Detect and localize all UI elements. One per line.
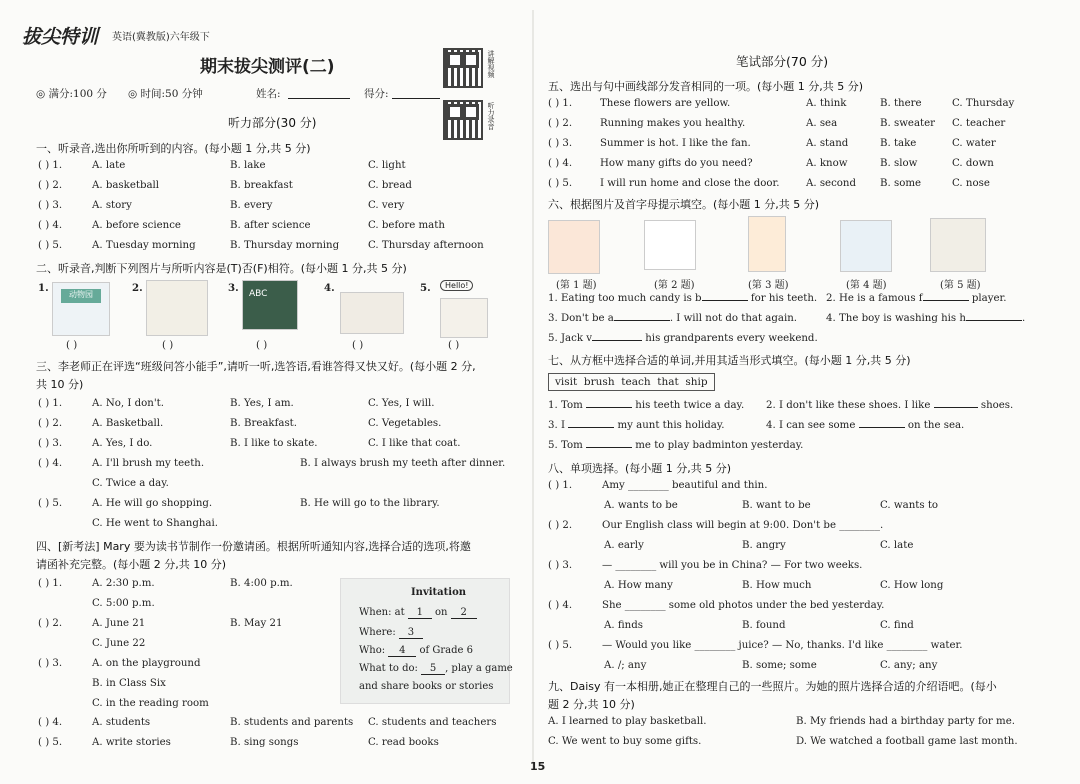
option-a: A. Tuesday morning (92, 240, 196, 251)
option-b: B. slow (880, 158, 918, 169)
option-a: A. Basketball. (92, 418, 164, 429)
zoo-picture (52, 282, 110, 336)
question-text: 3. Don't be a (548, 313, 614, 324)
blank-1: 1 (408, 607, 432, 619)
option-b: B. I like to skate. (230, 438, 318, 449)
sentence: These flowers are yellow. (600, 98, 731, 109)
option-b: B. take (880, 138, 917, 149)
option-c: C. nose (952, 178, 990, 189)
fill-blank[interactable] (923, 300, 969, 301)
q-number: ( ) 5. (38, 737, 63, 748)
name-blank[interactable] (288, 98, 350, 99)
option-b: B. Thursday morning (230, 240, 340, 251)
option-a: A. think (806, 98, 847, 109)
option-c: C. Yes, I will. (368, 398, 435, 409)
blank-2: 2 (451, 607, 477, 619)
blackboard-text: ABC (249, 289, 268, 299)
option-c: C. very (368, 200, 405, 211)
question-text: shoes. (980, 400, 1014, 411)
option-a: A. /; any (604, 660, 647, 671)
option-b: B. in Class Six (92, 678, 166, 689)
question-text: She ________ some old photos under the bed yesterday. (602, 600, 885, 611)
option-a: A. basketball (92, 180, 160, 191)
option-a: A. finds (604, 620, 643, 631)
option-b: B. found (742, 620, 786, 631)
option-c: C. Thursday afternoon (368, 240, 484, 251)
option-b: B. How much (742, 580, 812, 591)
picture-number: 4. (324, 282, 335, 294)
qr-code-audio[interactable] (443, 100, 483, 140)
section-6-title: 六、根据图片及首字母提示填空。(每小题 1 分,共 5 分) (548, 198, 820, 211)
q-number: ( ) 4. (548, 158, 573, 169)
sentence: Summer is hot. I like the fan. (600, 138, 751, 149)
option-b: B. Breakfast. (230, 418, 297, 429)
section-2-title: 二、听录音,判断下列图片与所听内容是(T)否(F)相符。(每小题 1 分,共 5 分) (36, 262, 407, 275)
picture-caption: (第 5 题) (940, 280, 981, 291)
option-b: B. angry (742, 540, 786, 551)
time-limit: ◎ 时间:50 分钟 (128, 88, 203, 100)
answer-blank[interactable]: ( ) (162, 340, 174, 351)
option-a: A. early (604, 540, 644, 551)
q-number: ( ) 2. (38, 618, 63, 629)
question-text: 1. Tom (548, 400, 583, 411)
playground-picture (146, 280, 208, 336)
option-c: C. down (952, 158, 994, 169)
series-subtitle: 英语(冀教版)六年级下 (112, 32, 210, 43)
fill-blank[interactable] (702, 300, 748, 301)
sentence: I will run home and close the door. (600, 178, 780, 189)
option-b: B. some; some (742, 660, 817, 671)
option-a: A. second (806, 178, 857, 189)
speech-bubble: Hello! (440, 280, 473, 291)
q-number: ( ) 1. (38, 578, 63, 589)
option-b: B. He will go to the library. (300, 498, 440, 509)
option-b: B. I always brush my teeth after dinner. (300, 458, 506, 469)
grade-text: of Grade 6 (419, 645, 473, 656)
option-a: A. I'll brush my teeth. (92, 458, 205, 469)
q-number: ( ) 2. (38, 418, 63, 429)
fill-blank[interactable] (934, 407, 978, 408)
option-c: C. He went to Shanghai. (92, 518, 218, 529)
fill-blank[interactable] (586, 407, 632, 408)
q-number: ( ) 4. (38, 458, 63, 469)
section-4-title: 四、[新考法] Mary 要为读书节制作一份邀请函。根据所听通知内容,选择合适的选项,将邀 (36, 540, 471, 553)
q-number: ( ) 1. (548, 480, 573, 491)
option-a: A. How many (604, 580, 673, 591)
question-text: his teeth twice a day. (635, 400, 745, 411)
section-3-title-cont: 共 10 分) (36, 378, 84, 391)
question-text: player. (971, 293, 1007, 304)
q-number: ( ) 1. (38, 160, 63, 171)
invitation-card (340, 578, 513, 704)
option-c: C. June 22 (92, 638, 146, 649)
q-number: ( ) 5. (38, 498, 63, 509)
option-b: B. every (230, 200, 273, 211)
toothache-picture (548, 220, 600, 274)
q-number: ( ) 3. (38, 438, 63, 449)
picture-caption: (第 2 题) (654, 280, 695, 291)
q-number: ( ) 3. (548, 560, 573, 571)
option-b: B. students and parents (230, 717, 354, 728)
section-1-title: 一、听录音,选出你所听到的内容。(每小题 1 分,共 5 分) (36, 142, 311, 155)
invitation-title: Invitation (411, 587, 467, 598)
q-number: ( ) 5. (548, 178, 573, 189)
q-number: ( ) 3. (38, 200, 63, 211)
question-text: 4. The boy is washing his h (826, 313, 966, 324)
activity-text-cont: and share books or stories (359, 681, 494, 692)
listening-heading: 听力部分(30 分) (228, 116, 317, 130)
blank-3: 3 (399, 627, 423, 639)
option-c: C. I like that coat. (368, 438, 461, 449)
caption-option-a: A. I learned to play basketball. (548, 716, 707, 727)
caption-option-c: C. We went to buy some gifts. (548, 736, 702, 747)
q-number: ( ) 5. (548, 640, 573, 651)
activity-text: , play a game (445, 663, 513, 674)
q-number: ( ) 2. (548, 520, 573, 531)
picture-number: 5. (420, 282, 431, 294)
fill-blank[interactable] (568, 427, 614, 428)
option-b: B. there (880, 98, 922, 109)
handwashing-picture (840, 220, 892, 272)
page-number: 15 (530, 760, 546, 773)
picture-caption: (第 4 题) (846, 280, 887, 291)
fill-blank[interactable] (592, 340, 642, 341)
who-label: Who: (359, 645, 386, 656)
option-c: C. How long (880, 580, 944, 591)
greeting-picture (440, 298, 488, 338)
option-c: C. teacher (952, 118, 1006, 129)
option-a: A. students (92, 717, 151, 728)
q-number: ( ) 4. (548, 600, 573, 611)
option-a: A. on the playground (92, 658, 201, 669)
fill-blank[interactable] (586, 447, 632, 448)
option-b: B. Yes, I am. (230, 398, 294, 409)
football-picture (644, 220, 696, 270)
question-text: 4. I can see some (766, 420, 856, 431)
angry-girl-picture (748, 216, 786, 272)
section-3-title: 三、李老师正在评选“班级问答小能手”,请听一听,选答语,看谁答得又快又好。(每小题 2 分, (36, 360, 476, 373)
question-text: Amy ________ beautiful and thin. (602, 480, 768, 491)
option-c: C. Thursday (952, 98, 1015, 109)
sentence: How many gifts do you need? (600, 158, 753, 169)
family-picture (930, 218, 986, 272)
option-c: C. Twice a day. (92, 478, 169, 489)
question-text: — ________ will you be in China? — For two weeks. (602, 560, 863, 571)
section-4-title-cont: 请函补充完整。(每小题 2 分,共 10 分) (36, 558, 227, 571)
caption-option-d: D. We watched a football game last month. (796, 736, 1018, 747)
option-a: A. stand (806, 138, 849, 149)
question-text: 5. Jack v (548, 333, 592, 344)
q-number: ( ) 1. (38, 398, 63, 409)
question-text: on the sea. (907, 420, 965, 431)
series-logo: 拔尖特训 (22, 26, 99, 48)
option-c: C. find (880, 620, 914, 631)
question-text: 3. I (548, 420, 565, 431)
option-a: A. write stories (92, 737, 171, 748)
option-a: A. late (92, 160, 126, 171)
qr-label-video: 讲解视频 (487, 50, 495, 78)
fill-blank[interactable] (966, 320, 1022, 321)
q-number: ( ) 4. (38, 220, 63, 231)
blackboard-picture (242, 280, 298, 330)
question-text: 5. Tom (548, 440, 583, 451)
option-b: B. some (880, 178, 922, 189)
option-c: C. students and teachers (368, 717, 497, 728)
sentence: Running makes you healthy. (600, 118, 746, 129)
blank-5: 5 (421, 663, 445, 675)
written-heading: 笔试部分(70 分) (736, 54, 829, 69)
name-label: 姓名: (256, 88, 281, 100)
caption-option-b: B. My friends had a birthday party for me. (796, 716, 1015, 727)
q-number: ( ) 5. (38, 240, 63, 251)
section-5-title: 五、选出与句中画线部分发音相同的一项。(每小题 1 分,共 5 分) (548, 80, 864, 93)
option-a: A. 2:30 p.m. (92, 578, 155, 589)
option-a: A. know (806, 158, 848, 169)
option-c: C. read books (368, 737, 439, 748)
question-text: 2. He is a famous f (826, 293, 923, 304)
q-number: ( ) 1. (548, 98, 573, 109)
option-b: B. breakfast (230, 180, 293, 191)
section-9-title-cont: 题 2 分,共 10 分) (548, 698, 635, 711)
option-b: B. 4:00 p.m. (230, 578, 293, 589)
answer-blank[interactable]: ( ) (448, 340, 460, 351)
section-9-title: 九、Daisy 有一本相册,她正在整理自己的一些照片。为她的照片选择合适的介绍语吧。(每小 (548, 680, 997, 693)
test-title: 期末拔尖测评(二) (200, 57, 335, 77)
option-b: B. sing songs (230, 737, 299, 748)
option-c: C. light (368, 160, 406, 171)
question-text: 2. I don't like these shoes. I like (766, 400, 931, 411)
question-text: his grandparents every weekend. (645, 333, 818, 344)
option-a: A. Yes, I do. (92, 438, 153, 449)
option-a: A. sea (806, 118, 838, 129)
option-b: B. want to be (742, 500, 811, 511)
word-box: visit brush teach that ship (548, 373, 715, 391)
question-text: . (1021, 313, 1026, 324)
option-c: C. 5:00 p.m. (92, 598, 155, 609)
score-blank[interactable] (392, 98, 440, 99)
picture-number: 1. (38, 282, 49, 294)
answer-blank[interactable]: ( ) (352, 340, 364, 351)
qr-code-video[interactable] (443, 48, 483, 88)
question-text: 1. Eating too much candy is b (548, 293, 702, 304)
option-c: C. before math (368, 220, 445, 231)
q-number: ( ) 2. (38, 180, 63, 191)
zoo-sign: 动物园 (61, 289, 101, 303)
on-label: on (434, 607, 448, 618)
blank-4: 4 (388, 645, 416, 657)
qr-label-audio: 听力录音 (487, 102, 495, 130)
option-c: C. water (952, 138, 996, 149)
question-text: for his teeth. (750, 293, 818, 304)
option-b: B. after science (230, 220, 311, 231)
fill-blank[interactable] (614, 320, 670, 321)
question-text: . I will not do that again. (669, 313, 798, 324)
option-c: C. late (880, 540, 914, 551)
picture-caption: (第 1 题) (556, 280, 597, 291)
picture-caption: (第 3 题) (748, 280, 789, 291)
where-label: Where: (359, 627, 396, 638)
section-8-title: 八、单项选择。(每小题 1 分,共 5 分) (548, 462, 732, 475)
question-text: me to play badminton yesterday. (635, 440, 804, 451)
option-a: A. before science (92, 220, 181, 231)
option-b: B. lake (230, 160, 266, 171)
question-text: my aunt this holiday. (617, 420, 725, 431)
answer-blank[interactable]: ( ) (256, 340, 268, 351)
question-text: Our English class will begin at 9:00. Don't be ________. (602, 520, 884, 531)
score-label: 得分: (364, 88, 389, 100)
question-text: — Would you like ________ juice? — No, thanks. I'd like ________ water. (602, 640, 963, 651)
picture-number: 2. (132, 282, 143, 294)
section-7-title: 七、从方框中选择合适的单词,并用其适当形式填空。(每小题 1 分,共 5 分) (548, 354, 911, 367)
q-number: ( ) 3. (548, 138, 573, 149)
full-score: ◎ 满分:100 分 (36, 88, 107, 100)
option-a: A. June 21 (92, 618, 146, 629)
option-a: A. story (92, 200, 132, 211)
what-label: What to do: (359, 663, 418, 674)
option-c: C. wants to (880, 500, 939, 511)
picture-number: 3. (228, 282, 239, 294)
option-a: A. wants to be (604, 500, 678, 511)
q-number: ( ) 3. (38, 658, 63, 669)
option-c: C. any; any (880, 660, 938, 671)
option-a: A. He will go shopping. (92, 498, 213, 509)
q-number: ( ) 2. (548, 118, 573, 129)
option-b: B. May 21 (230, 618, 283, 629)
option-c: C. in the reading room (92, 698, 209, 709)
option-b: B. sweater (880, 118, 936, 129)
when-label: When: at (359, 607, 405, 618)
answer-blank[interactable]: ( ) (66, 340, 78, 351)
option-a: A. No, I don't. (92, 398, 164, 409)
q-number: ( ) 4. (38, 717, 63, 728)
page-fold (532, 10, 534, 770)
fill-blank[interactable] (859, 427, 905, 428)
option-c: C. Vegetables. (368, 418, 442, 429)
option-c: C. bread (368, 180, 412, 191)
school-picture (340, 292, 404, 334)
